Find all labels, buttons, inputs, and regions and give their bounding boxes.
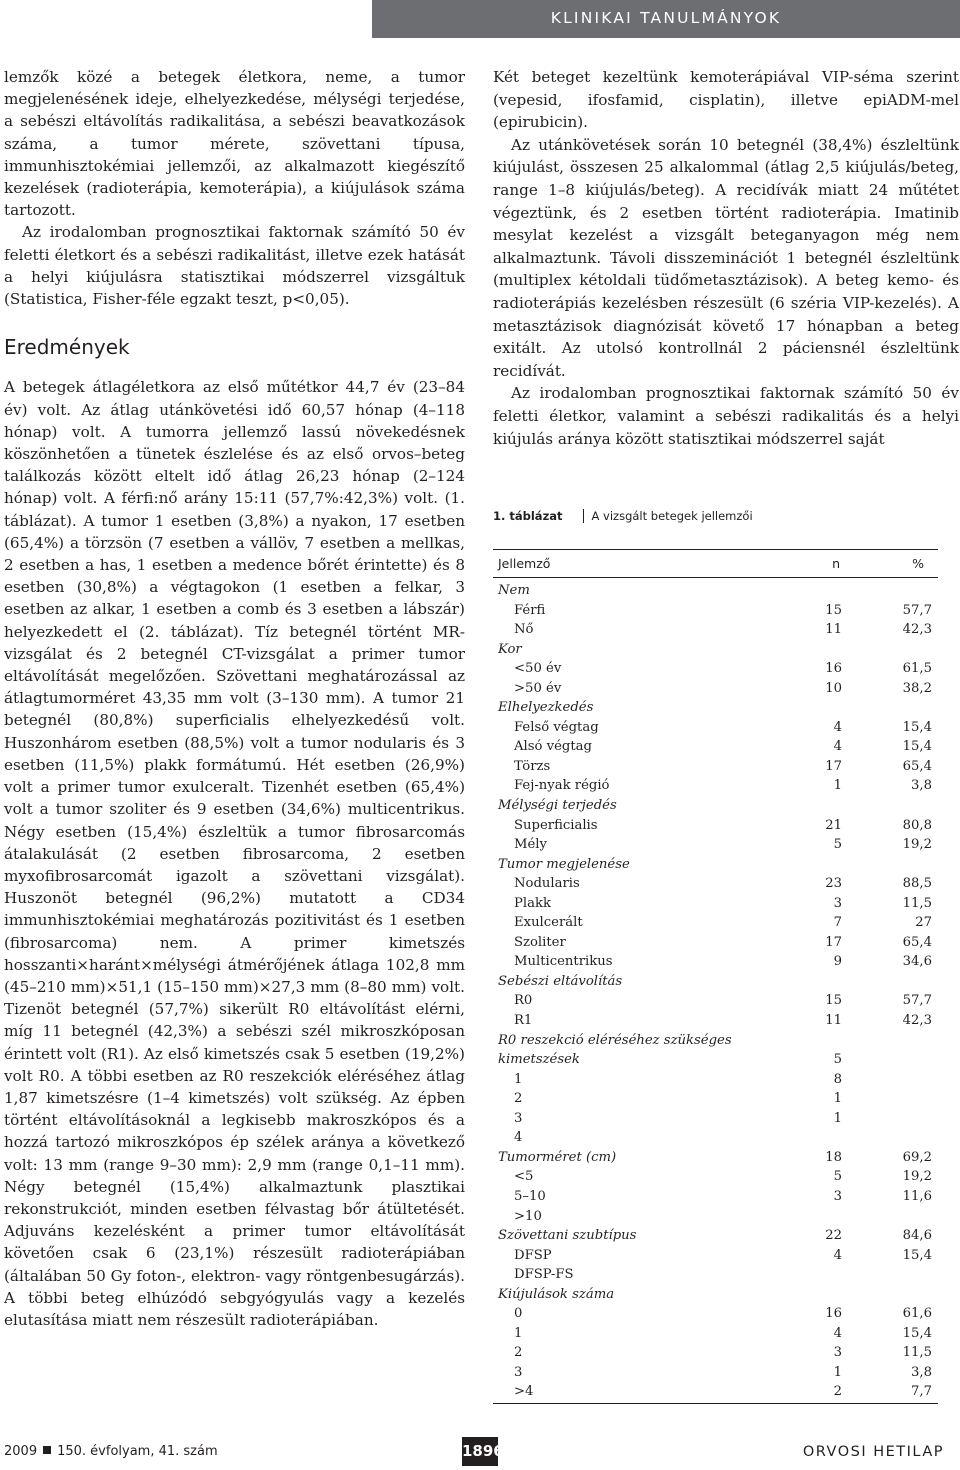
row-percent: 57,7 bbox=[902, 602, 932, 618]
table-body bbox=[493, 578, 938, 1403]
row-percent: 61,6 bbox=[902, 1306, 932, 1322]
table-row bbox=[493, 836, 938, 856]
row-count: 11 bbox=[825, 1013, 842, 1029]
row-percent: 65,4 bbox=[902, 758, 932, 774]
row-label: Multicentrikus bbox=[514, 954, 613, 970]
footer-year: 2009 bbox=[4, 1444, 38, 1459]
row-label: 3 bbox=[514, 1110, 523, 1126]
row-label: Plakk bbox=[514, 895, 551, 911]
row-label: Elhelyezkedés bbox=[498, 700, 594, 716]
row-percent: 11,6 bbox=[902, 1188, 932, 1204]
row-percent: 69,2 bbox=[902, 1149, 932, 1165]
row-percent: 27 bbox=[915, 915, 932, 931]
table-row bbox=[493, 1227, 938, 1247]
row-count: 15 bbox=[825, 993, 842, 1009]
row-label: Superficialis bbox=[514, 817, 598, 833]
section-heading: Eredmények bbox=[4, 335, 130, 360]
left-column bbox=[4, 66, 465, 1331]
row-label: Nodularis bbox=[514, 876, 580, 892]
right-column bbox=[493, 66, 959, 450]
characteristics-table bbox=[493, 549, 938, 1404]
row-percent: 57,7 bbox=[902, 993, 932, 1009]
header-percent: % bbox=[912, 556, 924, 571]
table-row bbox=[493, 1168, 938, 1188]
row-count: 4 bbox=[833, 739, 842, 755]
row-label: Exulcerált bbox=[514, 915, 583, 931]
row-label: Mélységi terjedés bbox=[498, 798, 617, 814]
row-label: Felső végtag bbox=[514, 719, 599, 735]
row-count: 5 bbox=[833, 837, 842, 853]
row-count: 10 bbox=[825, 680, 842, 696]
table-row bbox=[493, 582, 938, 602]
table-row bbox=[493, 1149, 938, 1169]
table-row bbox=[493, 1012, 938, 1032]
footer-issue bbox=[4, 1444, 218, 1459]
table-row bbox=[493, 1051, 938, 1071]
table-row bbox=[493, 602, 938, 622]
table-row bbox=[493, 738, 938, 758]
row-label: Férfi bbox=[514, 602, 546, 618]
table-bottom-rule bbox=[493, 1403, 938, 1404]
table-row bbox=[493, 1208, 938, 1228]
section-header-bar bbox=[372, 0, 960, 38]
row-percent: 11,5 bbox=[902, 895, 932, 911]
table-row bbox=[493, 817, 938, 837]
row-count: 5 bbox=[833, 1052, 842, 1068]
table-row bbox=[493, 641, 938, 661]
paragraph: Az irodalomban prognosztikai faktornak számító 50 év feletti életkort és a sebészi radikalitást, illetve ezek hatását a helyi kiújulásra statisztikai módszerrel vizsgáltuk (Statistica, Fisher-féle egzakt teszt, p<0,05). bbox=[4, 223, 465, 309]
row-count: 23 bbox=[825, 876, 842, 892]
table-row bbox=[493, 758, 938, 778]
row-percent: 19,2 bbox=[902, 1169, 932, 1185]
row-label: Szövettani szubtípus bbox=[498, 1228, 637, 1244]
row-percent: 84,6 bbox=[902, 1228, 932, 1244]
row-count: 9 bbox=[833, 954, 842, 970]
row-count: 4 bbox=[833, 1325, 842, 1341]
row-percent: 34,6 bbox=[902, 954, 932, 970]
row-count: 21 bbox=[825, 817, 842, 833]
table-row bbox=[493, 1364, 938, 1384]
row-label: <5 bbox=[514, 1169, 534, 1185]
row-count: 4 bbox=[833, 1247, 842, 1263]
row-count: 22 bbox=[825, 1228, 842, 1244]
table-row bbox=[493, 953, 938, 973]
table-row bbox=[493, 1305, 938, 1325]
row-label: 1 bbox=[514, 1071, 523, 1087]
paragraph: lemzők közé a betegek életkora, neme, a tumor megjelenésének ideje, elhelyezkedése, mélységi terjedése, a sebészi eltávolítás radikalitása, a sebészi beavatkozások száma, a tumor mérete, szövettani típusa, immunhisztokémiai jellemzői, az alkalmazott kiegészítő kezelések (radioterápia, kemoterápia), a kiújulások száma tartozott. bbox=[4, 68, 465, 220]
row-label: 3 bbox=[514, 1364, 523, 1380]
row-percent: 15,4 bbox=[902, 1325, 932, 1341]
row-label: >4 bbox=[514, 1384, 534, 1400]
paragraph: Két beteget kezeltünk kemoterápiával VIP-séma szerint (vepesid, ifosfamid, cisplatin), illetve epiADM-mel (epirubicin). bbox=[493, 68, 959, 132]
row-label: 4 bbox=[514, 1130, 523, 1146]
row-label: R0 bbox=[514, 993, 533, 1009]
table-row bbox=[493, 1247, 938, 1267]
row-percent: 38,2 bbox=[902, 680, 932, 696]
table-row bbox=[493, 621, 938, 641]
row-label: 2 bbox=[514, 1345, 523, 1361]
row-count: 4 bbox=[833, 719, 842, 735]
row-label: 1 bbox=[514, 1325, 523, 1341]
table-row bbox=[493, 680, 938, 700]
table-row bbox=[493, 1032, 938, 1052]
row-label: DFSP-FS bbox=[514, 1267, 574, 1283]
footer-volume: 150. évfolyam, 41. szám bbox=[57, 1444, 218, 1459]
table-row bbox=[493, 777, 938, 797]
journal-name: ORVOSI HETILAP bbox=[802, 1444, 944, 1460]
table-row bbox=[493, 1286, 938, 1306]
table-row bbox=[493, 1266, 938, 1286]
row-count: 3 bbox=[833, 1345, 842, 1361]
row-label: DFSP bbox=[514, 1247, 552, 1263]
table-row bbox=[493, 875, 938, 895]
square-bullet-icon bbox=[43, 1446, 51, 1454]
row-label: Tumorméret (cm) bbox=[498, 1149, 617, 1165]
table-row bbox=[493, 914, 938, 934]
row-label: Törzs bbox=[514, 758, 551, 774]
row-label: >50 év bbox=[514, 680, 562, 696]
row-percent: 19,2 bbox=[902, 837, 932, 853]
row-label: Alsó végtag bbox=[514, 739, 592, 755]
table-row bbox=[493, 992, 938, 1012]
header-n: n bbox=[832, 556, 840, 571]
row-percent: 42,3 bbox=[902, 1013, 932, 1029]
row-count: 3 bbox=[833, 895, 842, 911]
row-label: Tumor megjelenése bbox=[498, 856, 630, 872]
row-count: 16 bbox=[825, 1306, 842, 1322]
table-row bbox=[493, 699, 938, 719]
row-count: 15 bbox=[825, 602, 842, 618]
table-row bbox=[493, 797, 938, 817]
page-footer bbox=[0, 1436, 960, 1470]
paragraph: Az irodalomban prognosztikai faktornak számító 50 év feletti életkor, valamint a sebészi radikalitás és a helyi kiújulás aránya között statisztikai módszerrel saját bbox=[493, 384, 959, 448]
table-row bbox=[493, 1090, 938, 1110]
row-percent: 3,8 bbox=[911, 778, 932, 794]
row-count: 1 bbox=[833, 1364, 842, 1380]
row-count: 8 bbox=[833, 1071, 842, 1087]
row-count: 1 bbox=[833, 1091, 842, 1107]
row-label: R1 bbox=[514, 1013, 533, 1029]
row-count: 16 bbox=[825, 661, 842, 677]
row-percent: 88,5 bbox=[902, 876, 932, 892]
row-percent: 65,4 bbox=[902, 934, 932, 950]
table-title: A vizsgált betegek jellemzői bbox=[591, 509, 753, 523]
table-row bbox=[493, 1188, 938, 1208]
table-caption bbox=[493, 509, 753, 523]
row-percent: 11,5 bbox=[902, 1345, 932, 1361]
row-count: 7 bbox=[833, 915, 842, 931]
row-percent: 80,8 bbox=[902, 817, 932, 833]
row-label: <50 év bbox=[514, 661, 562, 677]
table-row bbox=[493, 856, 938, 876]
row-percent: 42,3 bbox=[902, 622, 932, 638]
table-number: 1. táblázat bbox=[493, 509, 563, 523]
row-label: Mély bbox=[514, 837, 547, 853]
table-row bbox=[493, 660, 938, 680]
header-feature: Jellemző bbox=[498, 556, 551, 571]
row-label: 5–10 bbox=[514, 1188, 546, 1204]
table-row bbox=[493, 1325, 938, 1345]
table-row bbox=[493, 1383, 938, 1403]
section-title: KLINIKAI TANULMÁNYOK bbox=[550, 9, 782, 27]
page-number: 1896 bbox=[462, 1437, 498, 1466]
table-header-row bbox=[493, 549, 938, 578]
paragraph: A betegek átlagéletkora az első műtétkor 44,7 év (23–84 év) volt. Az átlag utánkövetési idő 60,57 hónap (4–118 hónap) volt. A tumorra jellemző lassú növekedésnek köszönhetően a tünetek észlelése és az első orvos–beteg találkozás között eltelt idő átlag 26,23 hónap (2–124 hónap) volt. A férfi:nő arány 15:11 (57,7%:42,3%) volt. (1. táblázat). A tumor 1 esetben (3,8%) a nyakon, 17 esetben (65,4%) a törzsön (7 esetben a vállöv, 7 esetben a mellkas, 2 esetben a has, 1 esetben a medence bőrét érintette) és 8 esetben (30,8%) a végtagokon (1 esetben a felkar, 3 esetben az alkar, 1 esetben a comb és 3 esetben a lábszár) helyezkedett el (2. táblázat). Tíz betegnél történt MR-vizsgálat és 2 betegnél CT-vizsgálat a primer tumor eltávolítását megelőzően. Szövettani meghatározással az átlagtumorméret 43,35 mm volt (3–130 mm). A tumor 21 betegnél (80,8%) superficialis elhelyezkedésű volt. Huszonhárom esetben (88,5%) volt a tumor nodularis és 3 esetben (11,5%) plakk formátumú. Hét esetben (26,9%) volt a primer tumor exulceralt. Tizenhét esetben (65,4%) volt a tumor szoliter és 9 esetben (34,6%) multicentrikus. Négy esetben (15,4%) észleltük a tumor fibrosarcomás átalakulását (2 esetben fibrosarcoma, 2 esetben myxofibrosarcomát igazolt a szövettani vizsgálat). Huszonöt betegnél (96,2%) mutatott a CD34 immunhisztokémiai meghatározás pozitivitást és 1 esetben (fibrosarcoma) nem. A primer kimetszés hosszanti×haránt×mélységi átmérőjének átlaga 102,8 mm (45–210 mm)×51,1 (15–150 mm)×27,3 mm (8–80 mm) volt. Tizenöt betegnél (57,7%) sikerült R0 eltávolítást elérni, míg 11 betegnél (42,3%) a sebészi szél mikroszkóposan érintett volt (R1). Az első kimetszés csak 5 esetben (19,2%) volt R0. A többi esetben az R0 reszekciók eléréséhez átlag 1,87 kimetszésre (1–4 kimetszés) volt szükség. Az épben történt eltávolításoknál a legkisebb makroszkópos és a hozzá tartozó mikroszkópos ép szélek aránya a következő volt: 13 mm (range 9–30 mm): 2,9 mm (range 0,1–11 mm). Négy betegnél (15,4%) alkalmaztunk plasztikai rekonstrukciót, minden esetben félvastag bőr átültetését. Adjuváns kezelésként a primer tumor eltávolítását követően csak 6 (23,1%) részesült radioterápiában (általában 50 Gy foton-, elektron- vagy röntgenbesugárzás). A többi beteg elhúzódó sebgyógyulás vagy a kezelés elutasítása miatt nem részesült radioterápiában. bbox=[4, 378, 465, 1329]
row-count: 11 bbox=[825, 622, 842, 638]
row-percent: 7,7 bbox=[911, 1384, 932, 1400]
row-count: 3 bbox=[833, 1188, 842, 1204]
row-count: 1 bbox=[833, 778, 842, 794]
table-row bbox=[493, 973, 938, 993]
table-row bbox=[493, 1344, 938, 1364]
table-row bbox=[493, 934, 938, 954]
caption-divider bbox=[583, 509, 584, 523]
row-label: R0 reszekció eléréséhez szükséges bbox=[498, 1032, 732, 1048]
row-count: 5 bbox=[833, 1169, 842, 1185]
row-percent: 61,5 bbox=[902, 661, 932, 677]
row-percent: 15,4 bbox=[902, 739, 932, 755]
row-percent: 3,8 bbox=[911, 1364, 932, 1380]
row-label: 0 bbox=[514, 1306, 523, 1322]
row-label: Nem bbox=[498, 583, 530, 598]
paragraph: Az utánkövetések során 10 betegnél (38,4%) észleltünk kiújulást, összesen 25 alkalommal (átlag 2,5 kiújulás/beteg, range 1–8 kiújulás/beteg). A recidívák miatt 24 műtétet végeztünk, és 2 esetben történt radioterápia. Imatinib mesylat kezelést a vizsgált beteganyagon még nem alkalmaztunk. Távoli disszeminációt 1 betegnél észleltünk (multiplex kétoldali tüdőmetasztázisok). A beteg kemo- és radioterápiás kezelésben részesült (6 széria VIP-kezelés). A metasztázisok diagnózisát követő 17 hónapban a beteg exitált. Az utolsó kontrollnál 2 páciensnél észleltünk recidívát. bbox=[493, 135, 959, 380]
table-row bbox=[493, 1129, 938, 1149]
row-count: 17 bbox=[825, 758, 842, 774]
row-count: 17 bbox=[825, 934, 842, 950]
row-count: 1 bbox=[833, 1110, 842, 1126]
row-label: Fej-nyak régió bbox=[514, 778, 610, 794]
table-row bbox=[493, 719, 938, 739]
row-count: 18 bbox=[825, 1149, 842, 1165]
row-label: 2 bbox=[514, 1091, 523, 1107]
row-percent: 15,4 bbox=[902, 1247, 932, 1263]
row-label: Szoliter bbox=[514, 934, 566, 950]
row-percent: 15,4 bbox=[902, 719, 932, 735]
row-label: >10 bbox=[514, 1208, 542, 1224]
row-label: kimetszések bbox=[498, 1052, 580, 1068]
row-label: Sebészi eltávolítás bbox=[498, 973, 623, 989]
table-row bbox=[493, 1110, 938, 1130]
row-label: Nő bbox=[514, 622, 534, 638]
table-row bbox=[493, 895, 938, 915]
row-label: Kor bbox=[498, 641, 522, 657]
row-count: 2 bbox=[833, 1384, 842, 1400]
table-row bbox=[493, 1071, 938, 1091]
row-label: Kiújulások száma bbox=[498, 1286, 615, 1302]
